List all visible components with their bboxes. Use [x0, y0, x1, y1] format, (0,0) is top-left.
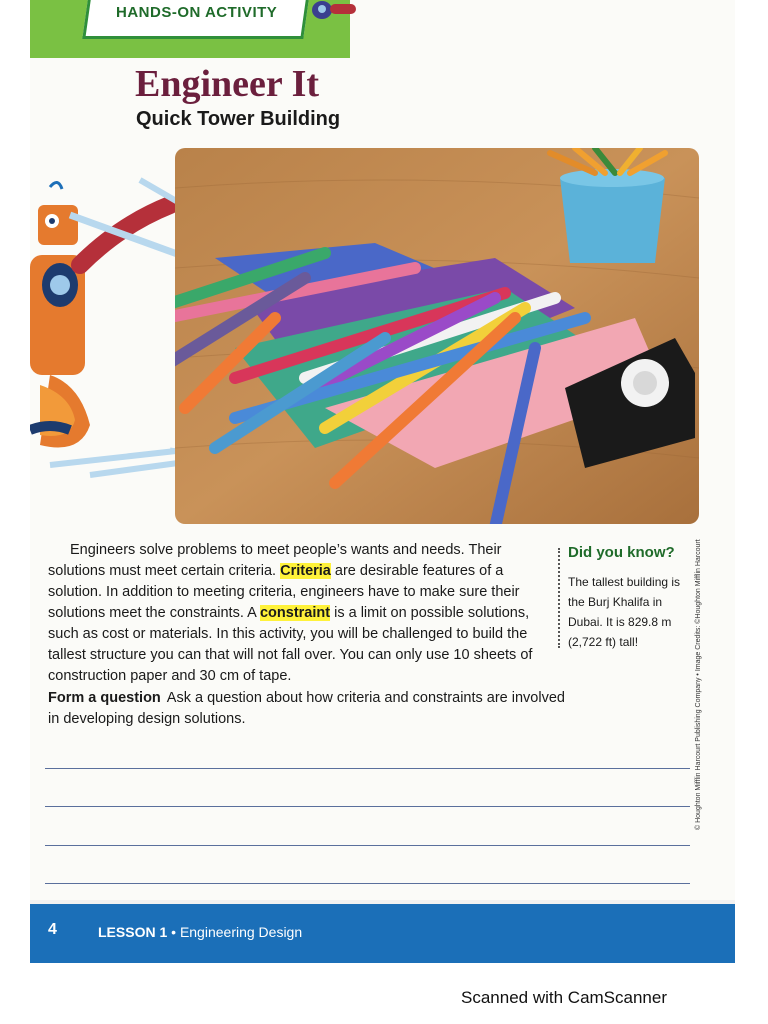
lesson-title: Engineering Design: [179, 924, 303, 940]
page-title: Engineer It: [135, 63, 320, 105]
answer-line-1[interactable]: [45, 768, 690, 769]
textbook-page: [30, 0, 735, 963]
credit-text: © Houghton Mifflin Harcourt Publishing Company • Image Credits: ©Houghton Mifflin Harcourt: [695, 539, 702, 830]
intro-paragraph: [48, 540, 558, 687]
scanner-watermark: Scanned with CamScanner: [461, 988, 668, 1007]
did-you-know-divider: [558, 548, 562, 648]
form-question-block: [48, 688, 568, 730]
lesson-label: [98, 924, 302, 940]
robot-icon: [308, 0, 358, 26]
lesson-separator: •: [167, 924, 180, 940]
criteria-term: Criteria: [280, 563, 331, 579]
constraint-term: constraint: [259, 605, 331, 621]
answer-line-2[interactable]: [45, 806, 690, 807]
did-you-know-title: Did you know?: [568, 544, 675, 561]
activity-banner: [30, 0, 350, 58]
did-you-know-text: The tallest building is the Burj Khalifa in Dubai. It is 829.8 m (2,722 ft) tall!: [568, 575, 681, 649]
intro-text-2: are desirable features of a solution. In addition to meeting criteria, engineers have to make sure their solutions meet the constraints. A: [48, 563, 520, 621]
lesson-number: LESSON 1: [98, 924, 168, 940]
page-number: 4: [48, 921, 57, 938]
image-credit: [695, 540, 709, 830]
intro-text-3: is a limit on possible solutions, such as cost or materials. In this activity, you will be challenged to build the tallest structure you can that will not fall over. You can only use 10 sheets of construction paper and 30 cm of tape.: [48, 605, 533, 684]
banner-label: HANDS-ON ACTIVITY: [116, 4, 278, 21]
paper-tubes-photo: [175, 148, 699, 524]
answer-line-4[interactable]: [45, 883, 690, 884]
intro-text-1: Engineers solve problems to meet people’s wants and needs. Their solutions must meet certain criteria.: [48, 542, 502, 579]
answer-line-3[interactable]: [45, 845, 690, 846]
form-question-text: Ask a question about how criteria and constraints are involved in developing design solutions.: [48, 690, 565, 727]
page-subtitle: Quick Tower Building: [136, 108, 341, 130]
form-question-label: Form a question: [48, 690, 161, 706]
